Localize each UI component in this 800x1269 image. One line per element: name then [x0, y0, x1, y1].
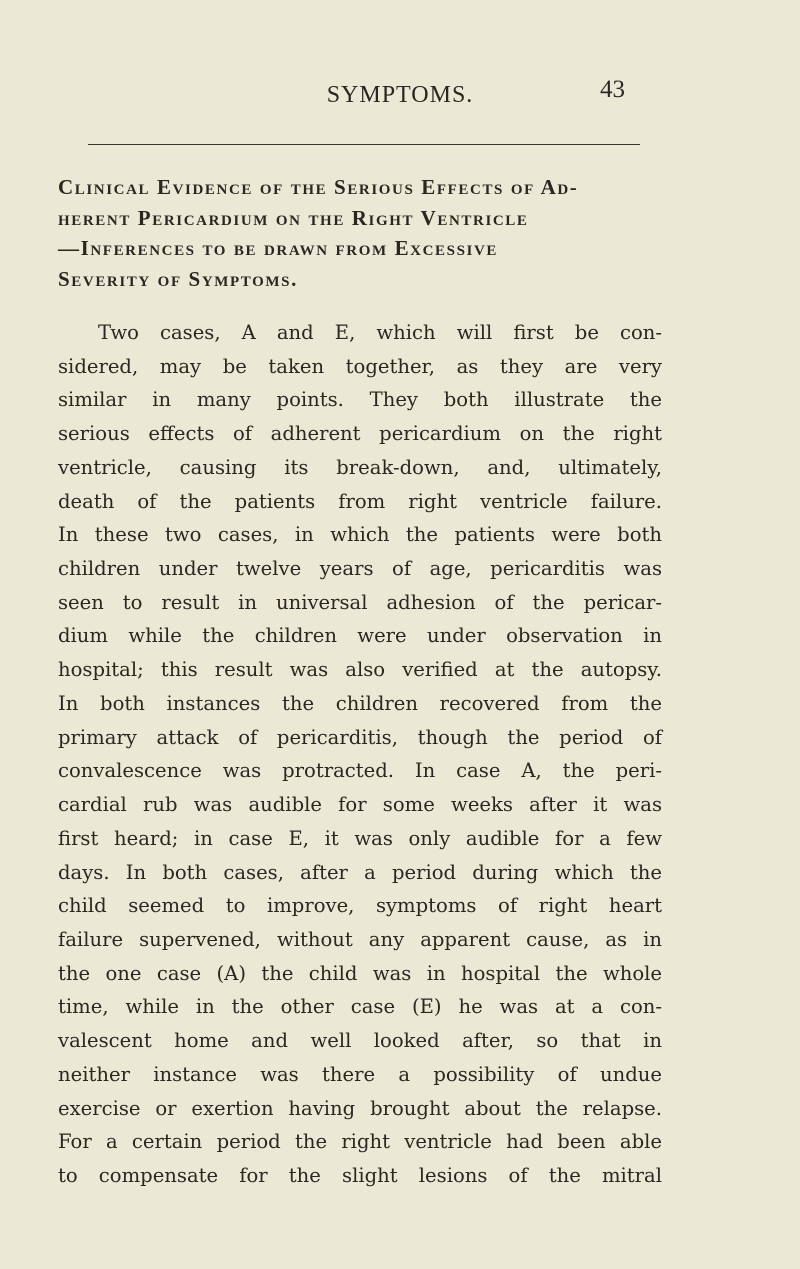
text-line: In these two cases, in which the patients were both [58, 523, 662, 547]
text-line: In both instances the children recovered from the [58, 691, 662, 715]
running-title: SYMPTOMS. [326, 82, 474, 108]
section-heading [58, 172, 658, 294]
text-line: convalescence was protracted. In case A, the peri- [58, 759, 662, 783]
page-number: 43 [600, 76, 625, 103]
text-line: seen to result in universal adhesion of the pericar- [58, 590, 662, 614]
text-line: Two cases, A and E, which will first be con- [98, 321, 662, 344]
text-line: neither instance was there a possibility of undue [58, 1062, 662, 1086]
text-line: exercise or exertion having brought about the relapse. [58, 1096, 662, 1120]
text-line: the one case (A) the child was in hospital the whole [58, 961, 662, 985]
text-line: children under twelve years of age, pericarditis was [58, 557, 662, 581]
heading-line: Clinical Evidence of the Serious Effects of Ad- [58, 175, 579, 199]
text-line: sidered, may be taken together, as they are very [58, 354, 662, 378]
text-line: failure supervened, without any apparent cause, as in [58, 927, 662, 951]
heading-line: Severity of Symptoms. [58, 266, 298, 291]
text-line: dium while the children were under observation in [58, 624, 662, 648]
text-line: time, while in the other case (E) he was at a con- [58, 995, 662, 1019]
text-line: cardial rub was audible for some weeks after it was [58, 793, 662, 817]
text-line: death of the patients from right ventricle failure. [58, 489, 662, 513]
text-line: first heard; in case E, it was only audible for a few [58, 826, 662, 850]
header-rule [88, 144, 640, 145]
body-paragraph [58, 316, 662, 1193]
text-line: to compensate for the slight lesions of the mitral [58, 1163, 662, 1187]
text-line: primary attack of pericarditis, though the period of [58, 725, 662, 749]
text-line: For a certain period the right ventricle had been able [58, 1130, 662, 1154]
text-line: ventricle, causing its break-down, and, ultimately, [58, 455, 662, 479]
text-line: valescent home and well looked after, so that in [58, 1029, 662, 1053]
text-line: child seemed to improve, symptoms of right heart [58, 894, 662, 918]
text-line: hospital; this result was also verified at the autopsy. [58, 658, 662, 682]
text-line: serious effects of adherent pericardium on the right [58, 422, 662, 446]
heading-line: herent Pericardium on the Right Ventricle [58, 205, 529, 230]
text-line: days. In both cases, after a period during which the [58, 860, 662, 884]
heading-line: —Inferences to be drawn from Excessive [58, 236, 499, 260]
text-line: similar in many points. They both illustrate the [58, 388, 662, 412]
